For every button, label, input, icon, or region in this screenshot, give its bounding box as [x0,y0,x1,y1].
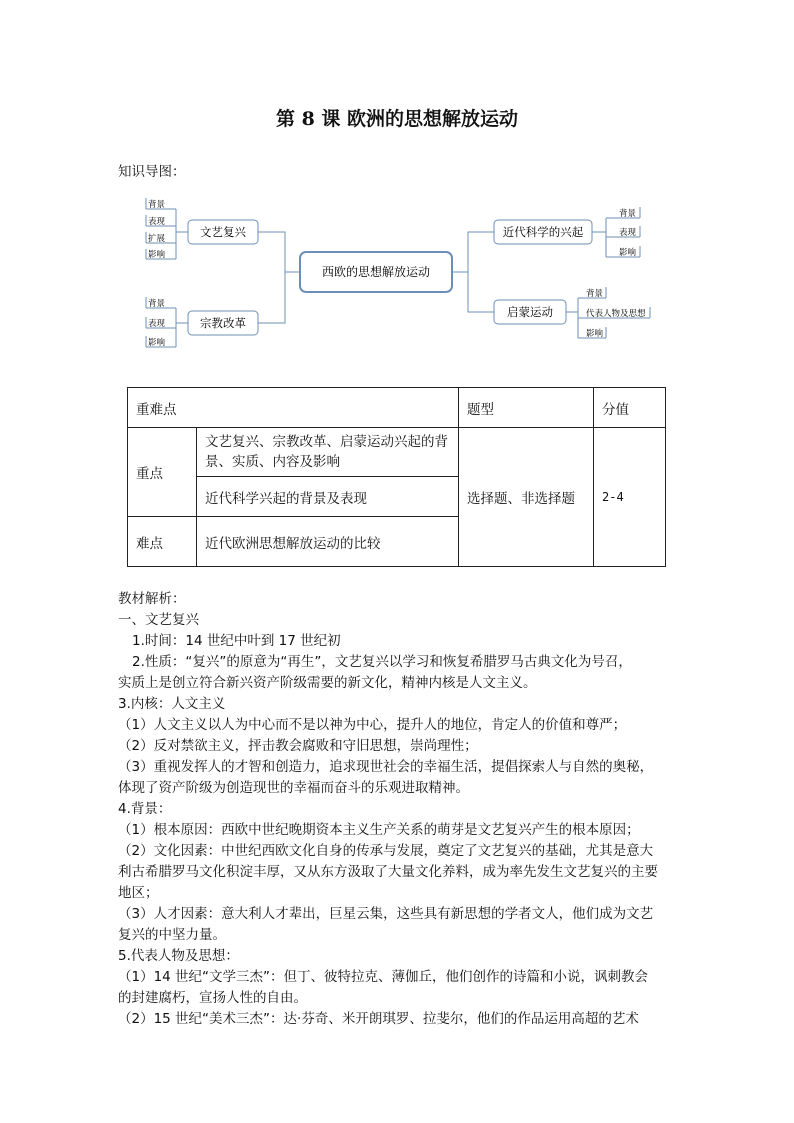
analysis-line: 利古希腊罗马文化积淀丰厚，又从东方汲取了大量文化养料，成为率先发生文艺复兴的主要 [118,864,658,880]
analysis-line: （3）重视发挥人的才智和创造力，追求现世社会的幸福生活，提倡探索人与自然的奥秘， [118,759,654,775]
table-header-type: 题型 [459,388,594,428]
node-enlightenment-label: 启蒙运动 [507,305,553,319]
table-cell-type: 选择题、非选择题 [459,428,594,567]
analysis-line: 1.时间：14 世纪中叶到 17 世纪初 [132,633,341,649]
leaf-enlightenment-1: 背景 [586,289,604,299]
table-cell-key-content-2: 近代科学兴起的背景及表现 [197,477,459,517]
analysis-line: 地区； [118,885,159,901]
leaf-enlightenment-2: 代表人物及思想 [586,309,646,319]
leaf-renaissance-1: 背景 [148,200,166,210]
leaf-reformation-3: 影响 [148,338,166,348]
leaf-renaissance-2: 表现 [148,217,166,227]
analysis-line: 5.代表人物及思想： [118,948,239,964]
center-node-label: 西欧的思想解放运动 [321,265,431,279]
table-cell-key-content-1: 文艺复兴、宗教改革、启蒙运动兴起的背景、实质、内容及影响 [197,428,459,477]
leaf-reformation-2: 表现 [148,319,166,329]
page-title: 第 8 课 欧洲的思想解放运动 [275,108,519,130]
analysis-heading: 教材解析： [118,591,186,607]
analysis-line: 一、文艺复兴 [118,612,199,628]
node-renaissance-label: 文艺复兴 [200,225,246,239]
textbook-analysis [118,589,678,1030]
analysis-line: 实质上是创立符合新兴资产阶级需要的新文化，精神内核是人文主义。 [118,675,537,691]
leaf-science-1: 背景 [619,209,637,219]
analysis-line: （1）人文主义以人为中心而不是以神为中心，提升人的地位，肯定人的价值和尊严； [118,717,627,733]
analysis-line: 体现了资产阶级为创造现世的幸福而奋斗的乐观进取精神。 [118,780,469,796]
node-reformation-label: 宗教改革 [200,316,246,330]
analysis-line: 的封建腐朽，宣扬人性的自由。 [118,990,307,1006]
analysis-lines [118,610,678,1030]
key-points-table [127,387,666,567]
analysis-line: 4.背景： [118,801,172,817]
leaf-renaissance-4: 影响 [148,250,166,260]
analysis-line: 3.内核：人文主义 [118,696,226,712]
analysis-line: （2）15 世纪“美术三杰”：达·芬奇、米开朗琪罗、拉斐尔，他们的作品运用高超的艺术 [118,1011,639,1027]
analysis-line: （1）根本原因：西欧中世纪晚期资本主义生产关系的萌芽是文艺复兴产生的根本原因； [118,822,640,838]
mindmap-label: 知识导图： [118,164,186,180]
leaf-science-2: 表现 [619,228,637,238]
analysis-line: 复兴的中坚力量。 [118,927,226,943]
table-cell-difficult: 难点 [128,517,197,567]
leaf-renaissance-3: 扩展 [148,234,166,244]
leaf-reformation-1: 背景 [148,299,166,309]
table-cell-score: 2-4 [594,428,666,567]
mind-map [0,0,794,380]
analysis-line: 2.性质：“复兴”的原意为“再生”，文艺复兴以学习和恢复希腊罗马古典文化为号召， [132,654,632,670]
node-science-label: 近代科学的兴起 [502,225,584,239]
leaf-enlightenment-3: 影响 [586,329,604,339]
table-cell-key: 重点 [128,428,197,517]
analysis-line: （1）14 世纪“文学三杰”：但丁、彼特拉克、薄伽丘，他们创作的诗篇和小说，讽刺教会 [118,969,649,985]
table-cell-difficult-content: 近代欧洲思想解放运动的比较 [197,517,459,567]
analysis-line: （2）反对禁欲主义，抨击教会腐败和守旧思想，崇尚理性； [118,738,478,754]
table-header-focus: 重难点 [128,388,459,428]
leaf-science-3: 影响 [619,248,637,258]
table-header-score: 分值 [594,388,666,428]
analysis-line: （3）人才因素：意大利人才辈出，巨星云集，这些具有新思想的学者文人，他们成为文艺 [118,906,654,922]
analysis-line: （2）文化因素：中世纪西欧文化自身的传承与发展，奠定了文艺复兴的基础，尤其是意大 [118,843,654,859]
